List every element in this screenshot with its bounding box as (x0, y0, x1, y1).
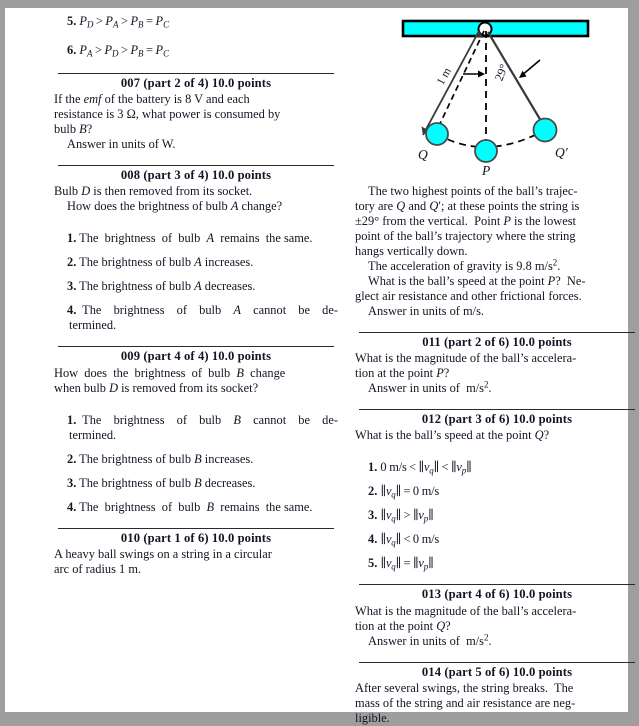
problem-heading-010: 010 (part 1 of 6) 10.0 points (120, 530, 272, 545)
ball-at-q (426, 123, 448, 145)
choice-text: The brightness of bulb B remains the same. (79, 499, 313, 514)
left-column (54, 8, 338, 577)
choice-number: 3. (67, 475, 77, 490)
choice-expression: 0 $m/s < \parallel v_q\parallel$ < $\parallel v_p\parallel$ (380, 460, 472, 476)
label-point-q: Q (418, 147, 428, 162)
choice-item[interactable] (54, 231, 338, 246)
choice-text: The brightness of bulb A decreases. (79, 279, 256, 294)
pendulum-diagram (355, 12, 627, 184)
choice-item[interactable] (54, 500, 338, 515)
choice-item[interactable] (54, 476, 338, 491)
problem-heading-013: 013 (part 4 of 6) 10.0 points (421, 587, 573, 602)
choice-expression: $\parallel v_q\parallel$ = $\parallel v_p\parallel$ (380, 556, 434, 572)
section-divider (359, 584, 635, 585)
choice-number: 4. (368, 532, 378, 547)
problem-007-answer-units: Answer in units of W. (67, 137, 176, 152)
choice-number: 1. (368, 460, 378, 475)
choice-number: 3. (67, 279, 77, 294)
section-divider (58, 346, 334, 347)
choice-number: 2. (67, 451, 77, 466)
choice-number: 1. (67, 412, 77, 427)
choice-expression: $P_D > P_A > P_B = P_C$ (79, 14, 170, 30)
problem-010-gravity: The acceleration of gravity is 9.8 $m/s^2$. (368, 257, 561, 273)
choice-expression: $\parallel v_q\parallel = 0$ m/s (380, 484, 440, 500)
problem-heading-007: 007 (part 2 of 4) 10.0 points (120, 76, 272, 90)
length-label: 1 m (434, 65, 454, 88)
choice-item[interactable] (54, 279, 338, 294)
angle-arrow-left (463, 71, 485, 78)
problem-011-body: What is the magnitude of the ball’s accelera- tion at the point P? (355, 351, 577, 381)
choice-item[interactable] (54, 255, 338, 270)
choice-item[interactable] (355, 460, 639, 475)
choice-item[interactable] (355, 484, 639, 499)
problem-008-body: Bulb D is then removed from its socket. (54, 184, 253, 199)
choice-item[interactable] (54, 43, 338, 58)
choice-text: The brightness of bulb B decreases. (79, 475, 256, 490)
choice-item[interactable] (54, 413, 338, 443)
ball-at-p (475, 140, 497, 162)
choice-text: The brightness of bulb B increases. (79, 451, 254, 466)
problem-heading-014: 014 (part 5 of 6) 10.0 points (421, 664, 573, 679)
document-page (5, 8, 628, 725)
choice-number: 1. (67, 231, 77, 246)
choice-number: 3. (368, 508, 378, 523)
section-divider (58, 528, 334, 529)
ceiling-bar (403, 21, 588, 36)
choice-item[interactable] (54, 14, 338, 29)
problem-010-description: The two highest points of the ball’s trajec- tory are Q and Q′; at these points the string is ±29° from the vertical. Point P is the lowest point of the ball’s trajectory where the string hangs vertically down. (355, 184, 580, 258)
problem-011-answer-units: Answer in units of $m/s^2$. (368, 379, 492, 396)
problem-heading-011: 011 (part 2 of 6) 10.0 points (422, 335, 572, 349)
choice-number: 4. (67, 499, 77, 514)
choice-item[interactable] (355, 532, 639, 547)
choice-text: The brightness of bulb A remains the same. (79, 231, 313, 246)
problem-heading-008: 008 (part 3 of 4) 10.0 points (120, 168, 272, 183)
choice-number: 6. (67, 43, 77, 57)
label-point-p: P (482, 163, 491, 178)
choice-item[interactable] (54, 452, 338, 467)
choice-expression: $\parallel v_q\parallel < 0$ m/s (380, 532, 440, 548)
problem-013-answer-units: Answer in units of $m/s^2$. (368, 632, 492, 648)
length-arrow (422, 31, 484, 135)
choice-number: 2. (368, 484, 378, 499)
section-divider (359, 409, 635, 410)
section-divider (359, 662, 635, 663)
choice-number: 5. (368, 556, 378, 571)
choice-item[interactable] (54, 303, 338, 333)
angle-arrow-right (519, 60, 540, 78)
choice-number: 4. (67, 303, 77, 318)
problem-008-question: How does the brightness of bulb A change? (67, 199, 283, 214)
section-divider (359, 332, 635, 333)
section-divider (58, 73, 334, 74)
label-point-q-prime: Q′ (555, 145, 568, 160)
choice-number: 2. (67, 255, 77, 270)
ball-at-q-prime (534, 119, 557, 142)
right-column (355, 184, 639, 726)
problem-heading-012: 012 (part 3 of 6) 10.0 points (421, 412, 573, 427)
angle-label: 29° (491, 62, 511, 83)
problem-009-body: How does the brightness of bulb B change when bulb D is removed from its socket? (54, 365, 286, 395)
choice-expression: $\parallel v_q\parallel$ > $\parallel v_p\parallel$ (380, 508, 434, 524)
problem-heading-009: 009 (part 4 of 4) 10.0 points (120, 349, 272, 364)
choice-expression: $P_A > P_D > P_B = P_C$ (79, 43, 170, 59)
section-divider (58, 165, 334, 166)
problem-010-question: What is the ball’s speed at the point P? Ne- glect air resistance and other frictional forces. (355, 274, 586, 303)
choice-text: The brightness of bulb A increases. (79, 255, 254, 270)
problem-013-body: What is the magnitude of the ball’s accelera- tion at the point Q? (355, 603, 577, 633)
problem-010-body: A heavy ball swings on a string in a circular arc of radius 1 m. (54, 546, 272, 576)
problem-007-body: If the emf of the battery is 8 V and each resistance is 3 Ω, what power is consumed by bulb B? (54, 92, 281, 137)
choice-item[interactable] (355, 556, 639, 571)
problem-014-body: After several swings, the string breaks. The mass of the string and air resistance are neg- ligible. (355, 680, 576, 725)
problem-012-body: What is the ball’s speed at the point Q? (355, 428, 550, 443)
problem-010-answer-units: Answer in units of m/s. (368, 304, 484, 318)
choice-text: The brightness of bulb A cannot be de-termined. (69, 303, 338, 333)
choice-number: 5. (67, 14, 77, 28)
choice-text: The brightness of bulb B cannot be de-termined. (69, 412, 338, 442)
choice-item[interactable] (355, 508, 639, 523)
